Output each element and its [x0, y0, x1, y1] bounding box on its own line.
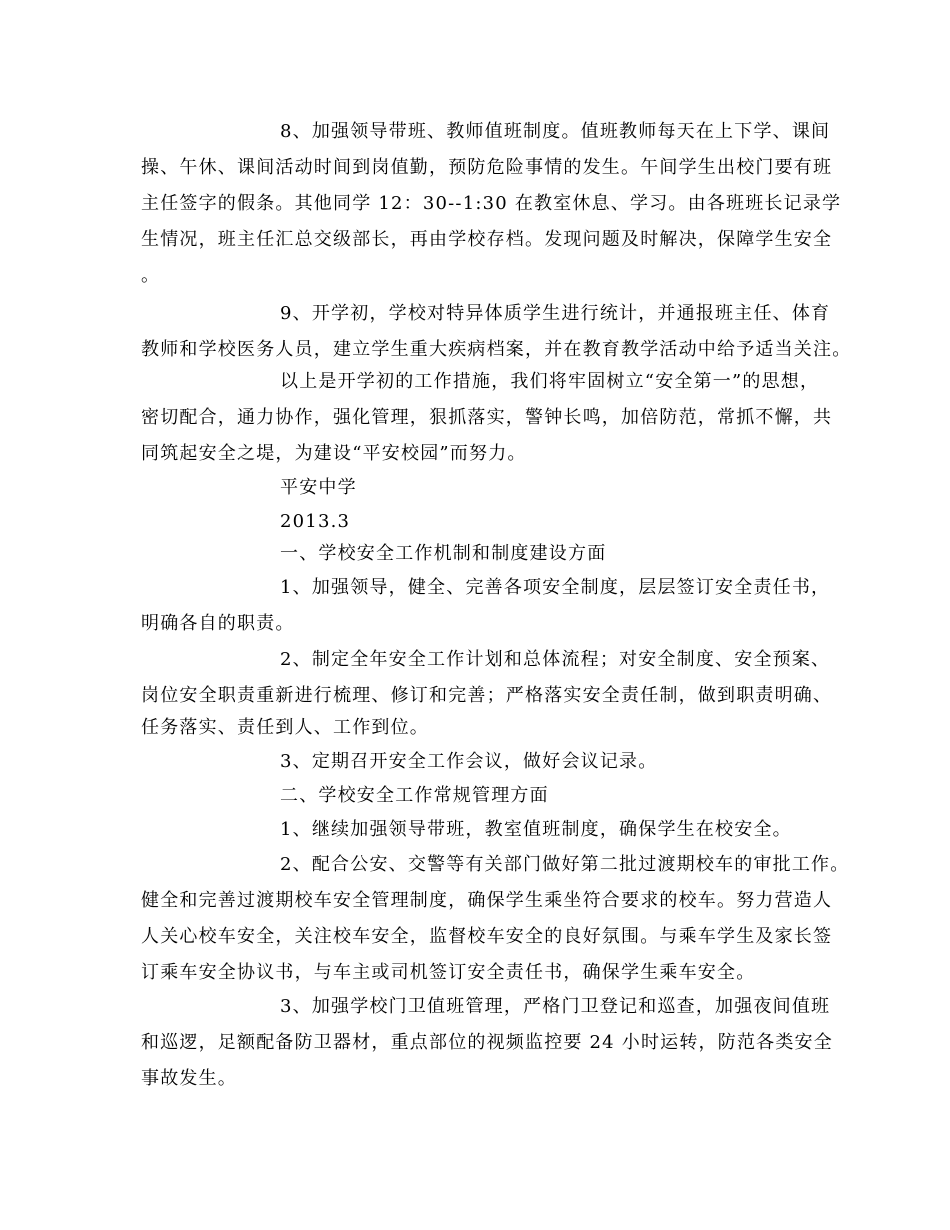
section2-item2-line-4: 订乘车安全协议书，与车主或司机签订安全责任书，确保学生乘车安全。	[141, 962, 756, 983]
section1-item2-line-1: 2、制定全年安全工作计划和总体流程；对安全制度、安全预案、	[280, 649, 831, 670]
section2-item2-line-2: 健全和完善过渡期校车安全管理制度，确保学生乘坐符合要求的校车。努力营造人	[141, 890, 833, 911]
section2-item2-line-3: 人关心校车安全，关注校车安全，监督校车安全的良好氛围。与乘车学生及家长签	[141, 926, 833, 947]
section-heading-1: 一、学校安全工作机制和制度建设方面	[280, 543, 607, 564]
paragraph-8-line-5: 。	[141, 265, 161, 286]
section2-item3-line-2: 和巡逻，足额配备防卫器材，重点部位的视频监控要 24 小时运转，防范各类安全	[141, 1032, 833, 1053]
document-date: 2013.3	[280, 511, 351, 532]
paragraph-9-line-1: 9、开学初，学校对特异体质学生进行统计，并通报班主任、体育	[280, 303, 831, 324]
section2-item1-line-1: 1、继续加强领导带班，教室值班制度，确保学生在校安全。	[280, 819, 792, 840]
section2-item3-line-3: 事故发生。	[141, 1068, 237, 1089]
section2-item2-line-1: 2、配合公安、交警等有关部门做好第二批过渡期校车的审批工作。	[280, 854, 850, 875]
section1-item1-line-2: 明确各自的职责。	[141, 613, 295, 634]
section-heading-2: 二、学校安全工作常规管理方面	[280, 785, 549, 806]
section1-item1-line-1: 1、加强领导，健全、完善各项安全制度，层层签订安全责任书，	[280, 577, 831, 598]
paragraph-8-line-4: 生情况，班主任汇总交级部长，再由学校存档。发现问题及时解决，保障学生安全	[141, 229, 833, 250]
school-name: 平安中学	[280, 477, 357, 498]
paragraph-8-line-1: 8、加强领导带班、教师值班制度。值班教师每天在上下学、课间	[280, 121, 831, 142]
section1-item2-line-3: 任务落实、责任到人、工作到位。	[141, 717, 429, 738]
paragraph-9-line-2: 教师和学校医务人员，建立学生重大疾病档案，并在教育教学活动中给予适当关注。	[141, 339, 852, 360]
section2-item3-line-1: 3、加强学校门卫值班管理，严格门卫登记和巡查，加强夜间值班	[280, 996, 831, 1017]
closing-line-3: 同筑起安全之堤，为建设“平安校园”而努力。	[141, 443, 527, 464]
paragraph-8-line-3: 主任签字的假条。其他同学 12：30--1:30 在教室休息、学习。由各班班长记录学	[141, 193, 842, 214]
closing-line-2: 密切配合，通力协作，强化管理，狠抓落实，警钟长鸣，加倍防范，常抓不懈，共	[141, 407, 833, 428]
section1-item3-line-1: 3、定期召开安全工作会议，做好会议记录。	[280, 751, 658, 772]
section1-item2-line-2: 岗位安全职责重新进行梳理、修订和完善；严格落实安全责任制，做到职责明确、	[141, 685, 833, 706]
paragraph-8-line-2: 操、午休、课间活动时间到岗值勤，预防危险事情的发生。午间学生出校门要有班	[141, 157, 833, 178]
closing-line-1: 以上是开学初的工作措施，我们将牢固树立“安全第一”的思想，	[280, 371, 820, 392]
